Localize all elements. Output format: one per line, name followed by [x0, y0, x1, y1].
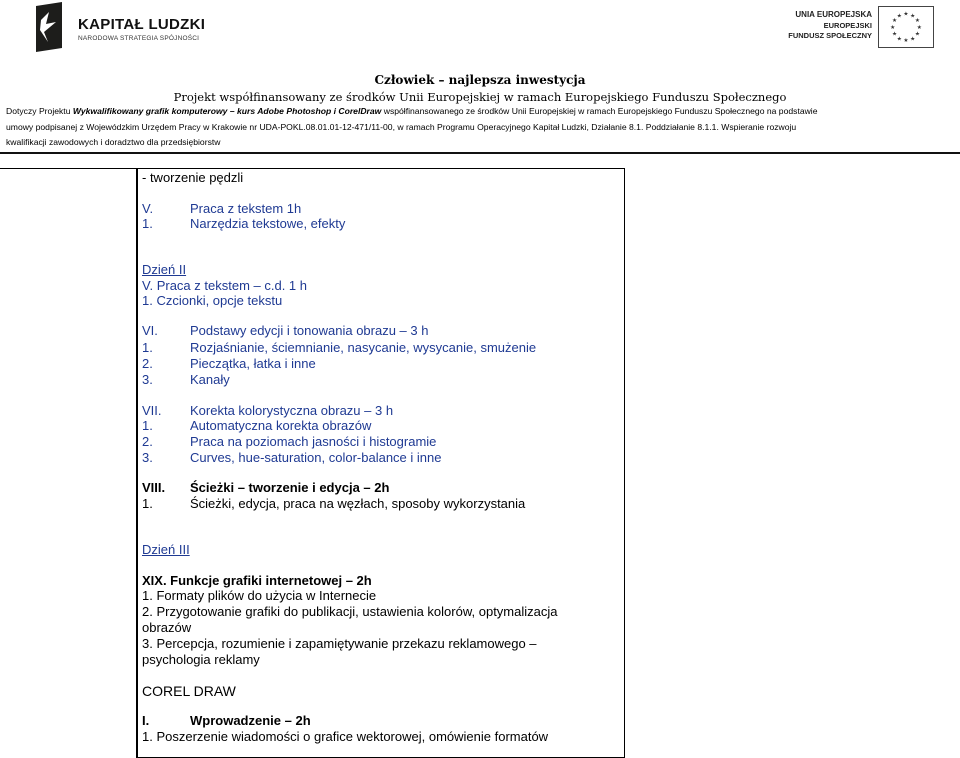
header-project-line: Projekt współfinansowany ze środków Unii Europejskiej w ramach Europejskiego Funduszu Społecznego — [173, 90, 787, 104]
svg-text:★: ★ — [903, 11, 909, 18]
header-note-suffix: współfinansowanego ze środków Unii Europejskiej w ramach Europejskiego Funduszu Społecznego na podstawie — [381, 106, 818, 116]
list-item-number: 1. — [142, 496, 153, 511]
kapital-ludzki-logo — [32, 2, 232, 54]
list-item-number: 1. — [142, 418, 153, 433]
header-note-row-3: kwalifikacji zawodowych i doradztwo dla przedsiębiorstw — [6, 137, 221, 147]
list-item-number: 3. — [142, 450, 153, 465]
svg-text:★: ★ — [916, 24, 922, 31]
list-item: Rozjaśnianie, ściemnianie, nasycanie, wysycanie, smużenie — [190, 340, 537, 355]
section-number: VIII. — [142, 480, 166, 495]
section-title: Praca z tekstem 1h — [190, 201, 302, 216]
list-item-number: 1. — [142, 340, 153, 355]
section-title: Korekta kolorystyczna obrazu – 3 h — [190, 403, 394, 418]
header-project-note — [6, 104, 956, 151]
kapital-ludzki-subtitle: NARODOWA STRATEGIA SPÓJNOŚCI — [78, 35, 200, 42]
kapital-ludzki-emblem-icon — [32, 2, 66, 52]
svg-text:★: ★ — [896, 36, 902, 43]
day-heading: Dzień II — [142, 262, 187, 277]
header-note-project-title: Wykwalifikowany grafik komputerowy – kurs Adobe Photoshop i CorelDraw — [72, 106, 382, 116]
list-item: 1. Formaty plików do użycia w Internecie — [142, 588, 377, 603]
list-item: Narzędzia tekstowe, efekty — [190, 216, 346, 231]
svg-text:★: ★ — [910, 36, 916, 43]
list-item: Pieczątka, łatka i inne — [190, 356, 316, 371]
section-number: V. — [142, 201, 154, 216]
section-number: VI. — [142, 323, 158, 338]
header-note-row-2: umowy podpisanej z Wojewódzkim Urzędem Pracy w Krakowie nr UDA-POKL.08.01.01-12-471/11-00, w ramach Programu Operacyjnego Kapitał Ludzki, Działanie 8.1. Poddziałanie 8.1.1. Wspieranie rozwoju — [6, 121, 797, 132]
section-title: Podstawy edycji i tonowania obrazu – 3 h — [190, 323, 429, 338]
header-divider — [0, 152, 960, 154]
eu-logo-line1: UNIA EUROPEJSKA — [795, 10, 872, 19]
list-item: Praca na poziomach jasności i histogramie — [190, 434, 437, 449]
day-heading: Dzień III — [142, 542, 190, 557]
list-item: Kanały — [190, 372, 230, 387]
subject-heading: COREL DRAW — [142, 683, 236, 699]
list-item: 1. Czcionki, opcje tekstu — [142, 293, 283, 308]
svg-text:★: ★ — [903, 38, 909, 45]
section-title: Wprowadzenie – 2h — [190, 713, 311, 728]
table-left-cell — [0, 168, 137, 758]
svg-text:★: ★ — [914, 18, 920, 25]
header-note-prefix: Dotyczy Projektu — [6, 106, 73, 116]
list-item-number: 1. — [142, 216, 153, 231]
header-note-row-1 — [6, 104, 956, 120]
section-title: XIX. Funkcje grafiki internetowej – 2h — [142, 573, 372, 588]
list-item: Curves, hue-saturation, color-balance i inne — [190, 450, 442, 465]
section-title: Ścieżki – tworzenie i edycja – 2h — [190, 480, 390, 495]
list-item: Ścieżki, edycja, praca na węzłach, sposoby wykorzystania — [190, 496, 526, 511]
list-item-number: 2. — [142, 356, 153, 371]
svg-text:★: ★ — [914, 31, 920, 38]
list-item-number: 2. — [142, 434, 153, 449]
list-item-number: 3. — [142, 372, 153, 387]
svg-text:★: ★ — [892, 18, 898, 25]
text-line: - tworzenie pędzli — [142, 170, 244, 185]
section-number: VII. — [142, 403, 162, 418]
svg-text:★: ★ — [910, 13, 916, 20]
section-number: I. — [142, 713, 150, 728]
list-item: 3. Percepcja, rozumienie i zapamiętywanie przekazu reklamowego – — [142, 636, 537, 651]
svg-text:★: ★ — [892, 31, 898, 38]
eu-flag-icon — [878, 6, 934, 48]
list-item: Automatyczna korekta obrazów — [190, 418, 372, 433]
kapital-ludzki-title: KAPITAŁ LUDZKI — [78, 16, 206, 33]
list-item: 2. Przygotowanie grafiki do publikacji, ustawienia kolorów, optymalizacja — [142, 604, 558, 619]
section-title: V. Praca z tekstem – c.d. 1 h — [142, 278, 307, 293]
list-item: 1. Poszerzenie wiadomości o grafice wektorowej, omówienie formatów — [142, 729, 549, 744]
header-slogan: Człowiek – najlepsza inwestycja — [374, 73, 586, 87]
eu-logo-line2: EUROPEJSKI — [823, 20, 872, 30]
eu-logo — [788, 6, 948, 50]
svg-text:★: ★ — [896, 13, 902, 20]
svg-text:★: ★ — [890, 24, 896, 31]
list-item-continued: obrazów — [142, 620, 192, 635]
list-item-continued: psychologia reklamy — [142, 652, 260, 667]
eu-logo-line3: FUNDUSZ SPOŁECZNY — [788, 31, 872, 40]
